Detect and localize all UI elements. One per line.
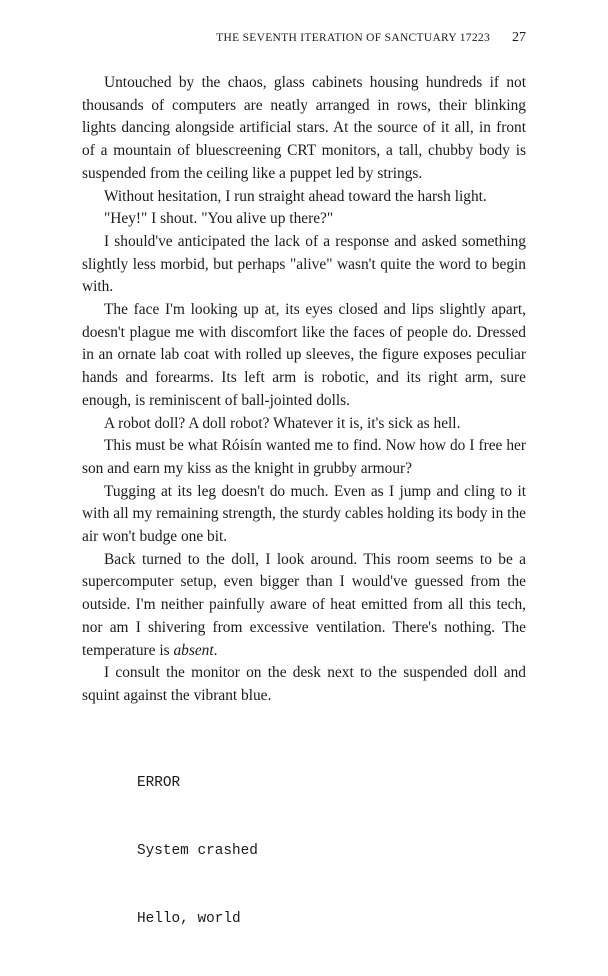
paragraph: A robot doll? A doll robot? Whatever it is, it's sick as hell. [104,414,461,432]
emphasized-word: absent [173,641,214,659]
paragraph: I consult the monitor on the desk next to the suspended doll and squint against the vibrant blue. [82,664,526,704]
page-number: 27 [512,30,526,45]
code-line: ERROR [137,775,181,792]
body-text [82,72,526,708]
book-title-header: THE SEVENTH ITERATION OF SANCTUARY 17223 [216,32,490,44]
running-header [82,30,526,46]
paragraph-text: Back turned to the doll, I look around. This room seems to be a supercomputer setup, even bigger than I would've guessed from the outside. I'm neither painfully aware of heat emitted from all this tech, nor am I shivering from excessive ventilation. There's nothing. The temperature is [82,550,526,659]
paragraph [82,549,526,663]
paragraph: Tugging at its leg doesn't do much. Even as I jump and cling to it with all my remaining strength, the sturdy cables holding its body in the air won't budge one bit. [82,482,526,546]
paragraph: This must be what Róisín wanted me to find. Now how do I free her son and earn my kiss as the knight in grubby armour? [82,437,526,477]
paragraph: I should've anticipated the lack of a response and asked something slightly less morbid, but perhaps "alive" wasn't quite the word to begin with. [82,232,526,296]
code-line: System crashed [137,842,258,859]
paragraph: The face I'm looking up at, its eyes closed and lips slightly apart, doesn't plague me with discomfort like the faces of people do. Dressed in an ornate lab coat with rolled up sleeves, the figure exposes peculiar hands and forearms. Its left arm is robotic, and its right arm, sure enough, is reminiscent of ball-jointed dolls. [82,301,526,409]
paragraph: Untouched by the chaos, glass cabinets housing hundreds if not thousands of computers are neatly arranged in rows, their blinking lights dancing alongside artificial stars. At the source of it all, in front of a mountain of bluescreening CRT monitors, a tall, chubby body is suspended from the ceiling like a puppet led by strings. [82,74,526,182]
paragraph-end-punctuation: . [213,641,218,659]
paragraph: "Hey!" I shout. "You alive up there?" [104,210,334,228]
code-line: Hello, world [137,910,241,927]
paragraph: Without hesitation, I run straight ahead toward the harsh light. [104,187,487,205]
monitor-error-text [137,727,258,976]
